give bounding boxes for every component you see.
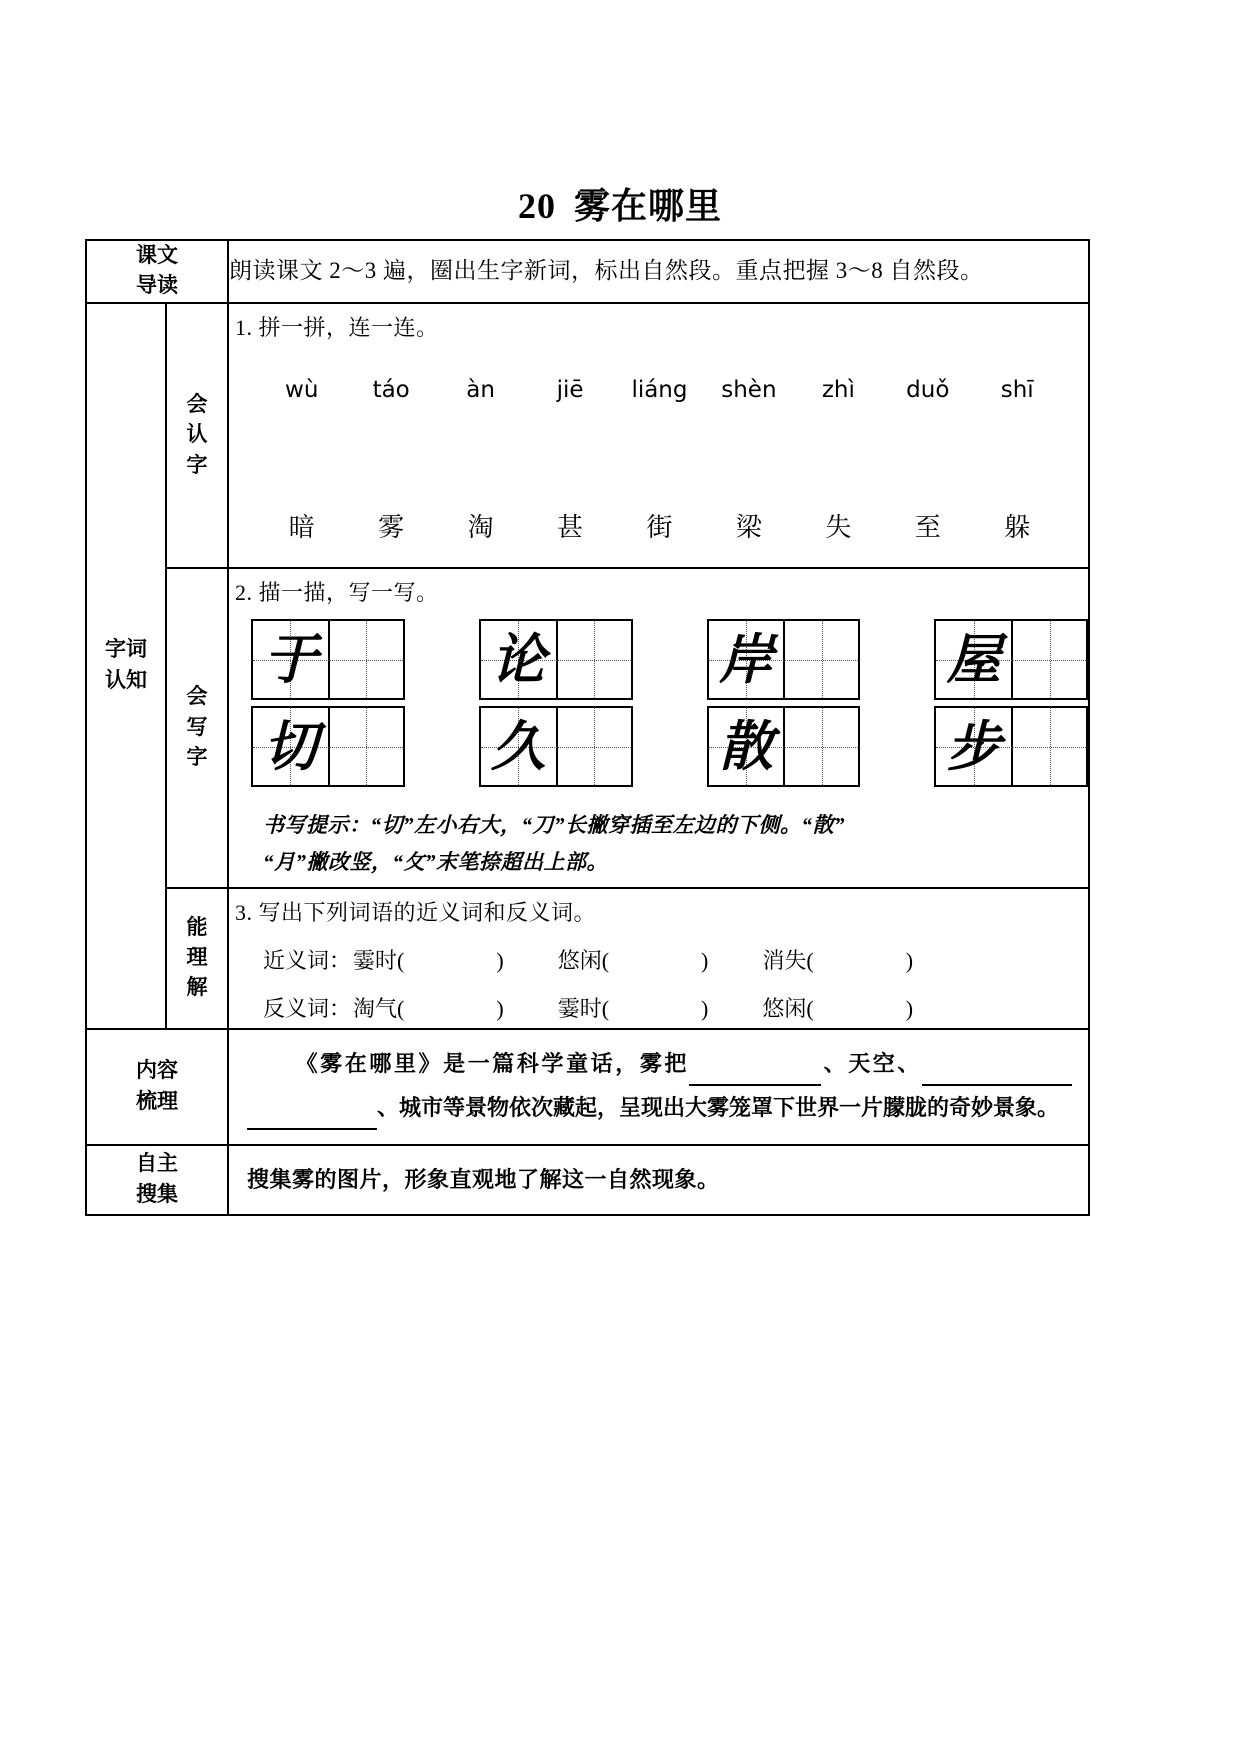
recognize-content-cell <box>228 303 1089 568</box>
hanzi-item: 躲 <box>1004 512 1031 543</box>
synonym-word: 霎时 <box>353 948 398 974</box>
tianzige-char: 步 <box>946 716 1001 777</box>
summary-seg-1: 《雾在哪里》是一篇科学童话，雾把 <box>293 1050 690 1076</box>
tianzige-cell[interactable] <box>934 619 1088 700</box>
paren-close: ) <box>905 948 914 974</box>
synonym-line <box>263 943 1088 979</box>
fill-blank[interactable] <box>247 1104 377 1130</box>
writing-tip-line-1: 书写提示：“切”左小右大，“刀”长撇穿插至左边的下侧。“散” <box>263 813 845 838</box>
tianzige-char: 久 <box>491 716 546 777</box>
guide-content-cell <box>228 240 1089 303</box>
hanzi-item: 暗 <box>288 512 315 543</box>
tianzige-cell[interactable] <box>251 619 405 700</box>
hanzi-row <box>229 506 1088 549</box>
collect-text: 搜集雾的图片，形象直观地了解这一自然现象。 <box>247 1166 720 1192</box>
table-row-collect <box>86 1145 1089 1215</box>
recognize-label-char-3: 字 <box>186 453 208 477</box>
hanzi-item: 至 <box>914 512 941 543</box>
understand-question: 3. 写出下列词语的近义词和反义词。 <box>235 899 597 925</box>
pinyin-item: àn <box>466 377 495 404</box>
lesson-number: 20 <box>517 186 556 226</box>
collect-content-cell <box>228 1145 1089 1215</box>
antonym-word: 霎时 <box>557 996 602 1022</box>
pinyin-item: jiē <box>556 377 584 404</box>
table-row-recognize <box>86 303 1089 568</box>
row-label-guide <box>86 240 228 303</box>
summary-label-line1: 内容 <box>136 1059 178 1083</box>
understand-label-char-3: 解 <box>186 976 208 1000</box>
pinyin-item: liáng <box>631 377 688 404</box>
paren-close: ) <box>496 996 504 1022</box>
paren-close: ) <box>905 996 914 1022</box>
synonym-lead: 近义词： <box>263 948 352 974</box>
row-label-recognize <box>166 303 228 568</box>
page-title <box>0 0 1240 239</box>
paren-open: ( <box>397 948 405 974</box>
pinyin-item: shèn <box>721 377 777 404</box>
pinyin-item: duǒ <box>906 377 950 404</box>
guide-text: 朗读课文 2～3 遍，圈出生字新词，标出自然段。重点把握 3～8 自然段。 <box>229 258 984 284</box>
hanzi-item: 街 <box>646 512 673 543</box>
writing-tip-line-2: “月”撇改竖，“攵”末笔捺超出上部。 <box>263 850 608 875</box>
understand-label-char-1: 能 <box>186 915 208 939</box>
tianzige-char: 屋 <box>946 629 1001 690</box>
paren-open: ( <box>601 948 610 974</box>
antonym-word: 淘气 <box>353 996 398 1022</box>
collect-label-line2: 搜集 <box>136 1182 178 1206</box>
synonym-word: 悠闲 <box>557 948 602 974</box>
synonym-word: 消失 <box>762 948 807 974</box>
table-row-summary <box>86 1029 1089 1145</box>
row-label-vocab-group <box>86 303 166 1029</box>
pinyin-item: shī <box>1000 377 1034 404</box>
row-label-write <box>166 568 228 888</box>
write-label-char-3: 字 <box>186 746 208 770</box>
summary-seg-3: 、城市等景物依次藏起，呈现出大雾笼罩下世界一片朦胧的奇妙景象。 <box>377 1094 1060 1120</box>
writing-grids <box>229 611 1088 797</box>
lesson-title: 雾在哪里 <box>573 185 722 226</box>
summary-content-cell <box>228 1029 1089 1145</box>
pinyin-item: zhì <box>821 377 855 404</box>
write-label-char-2: 写 <box>186 715 208 739</box>
write-question: 2. 描一描，写一写。 <box>235 580 439 605</box>
pinyin-item: táo <box>372 377 410 404</box>
paren-open: ( <box>806 996 814 1022</box>
recognize-question: 1. 拼一拼，连一连。 <box>235 314 439 340</box>
hanzi-item: 失 <box>825 512 852 543</box>
table-row-guide <box>86 240 1089 303</box>
writing-grid-row-2 <box>251 706 1088 787</box>
row-label-understand <box>166 888 228 1029</box>
row-label-summary <box>86 1029 228 1145</box>
vocab-label-line2: 认知 <box>105 668 147 692</box>
tianzige-cell[interactable] <box>934 706 1088 787</box>
tianzige-cell[interactable] <box>251 706 405 787</box>
hanzi-item: 雾 <box>378 512 405 543</box>
tianzige-cell[interactable] <box>707 619 861 700</box>
writing-grid-row-1 <box>251 619 1088 700</box>
fill-blank[interactable] <box>689 1060 821 1086</box>
table-row-understand <box>86 888 1089 1029</box>
row-label-collect <box>86 1145 228 1215</box>
guide-label-line2: 导读 <box>136 274 178 298</box>
paren-close: ) <box>701 948 709 974</box>
collect-label-line1: 自主 <box>136 1152 178 1176</box>
worksheet-table <box>85 239 1090 1216</box>
hanzi-item: 淘 <box>467 512 494 543</box>
pinyin-row <box>229 372 1088 410</box>
summary-label-line2: 梳理 <box>136 1089 178 1113</box>
vocab-label-line1: 字词 <box>105 638 147 662</box>
pinyin-item: wù <box>285 377 319 404</box>
guide-label-line1: 课文 <box>136 244 178 267</box>
recognize-label-char-1: 会 <box>186 392 208 416</box>
tianzige-char: 岸 <box>718 629 773 690</box>
paren-close: ) <box>701 996 709 1022</box>
fill-blank[interactable] <box>922 1060 1072 1086</box>
recognize-label-char-2: 认 <box>186 423 208 447</box>
tianzige-cell[interactable] <box>707 706 861 787</box>
antonym-word: 悠闲 <box>762 996 807 1022</box>
tianzige-char: 散 <box>718 716 773 777</box>
tianzige-cell[interactable] <box>479 619 633 700</box>
understand-label-char-2: 理 <box>186 946 208 970</box>
tianzige-char: 于 <box>263 629 318 690</box>
writing-tip <box>229 797 1088 887</box>
hanzi-item: 甚 <box>557 512 584 543</box>
paren-open: ( <box>601 996 610 1022</box>
tianzige-cell[interactable] <box>479 706 633 787</box>
summary-text <box>229 1030 1088 1144</box>
understand-content-cell <box>228 888 1089 1029</box>
tianzige-char: 切 <box>263 716 318 777</box>
paren-open: ( <box>397 996 405 1022</box>
summary-seg-2: 、天空、 <box>821 1050 922 1076</box>
write-content-cell <box>228 568 1089 888</box>
tianzige-char: 论 <box>491 629 546 690</box>
table-row-write <box>86 568 1089 888</box>
paren-close: ) <box>496 948 504 974</box>
hanzi-item: 梁 <box>735 512 762 543</box>
paren-open: ( <box>806 948 814 974</box>
write-label-char-1: 会 <box>186 685 208 709</box>
antonym-lead: 反义词： <box>263 996 352 1022</box>
antonym-line <box>263 991 1088 1027</box>
